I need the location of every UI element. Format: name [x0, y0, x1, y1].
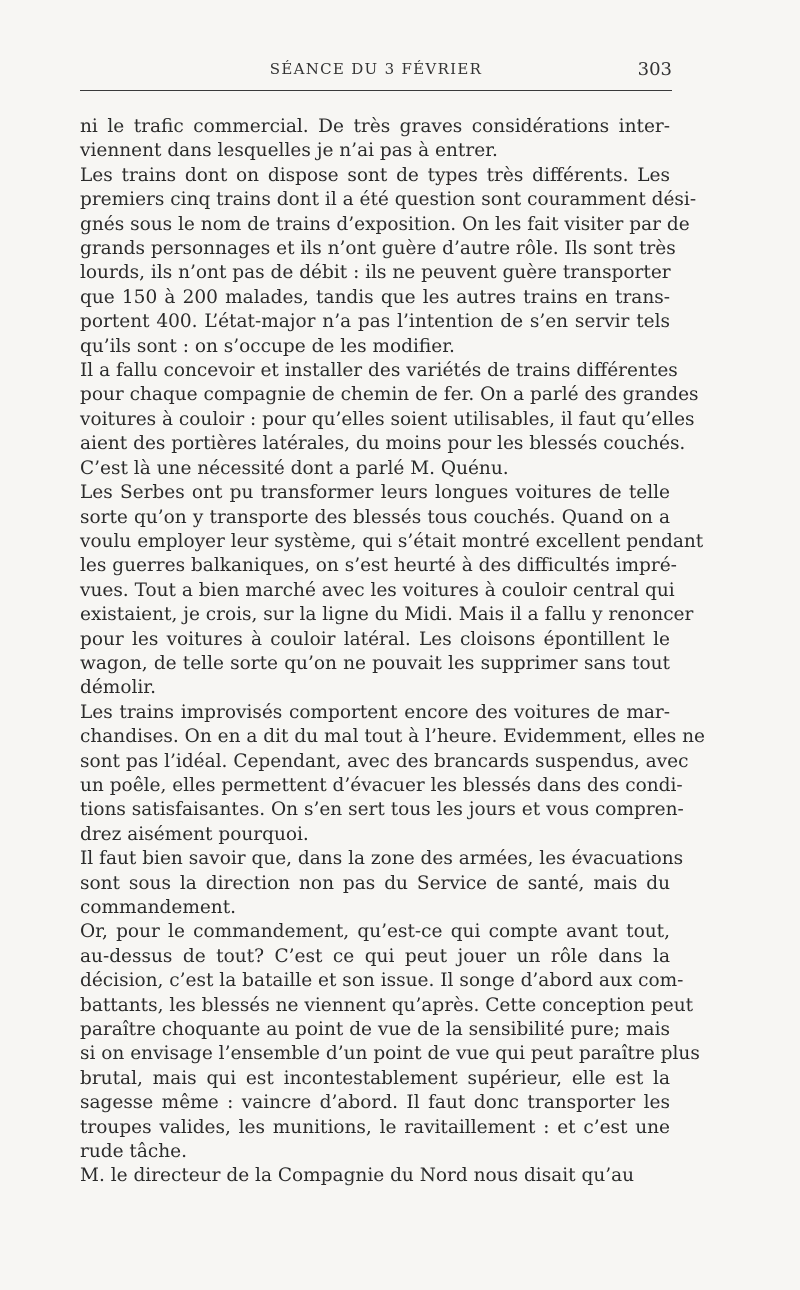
text-line: pour les voitures à couloir latéral. Les cloisons épontillent le	[80, 628, 670, 650]
text-line: vues. Tout a bien marché avec les voitures à couloir central qui	[80, 579, 675, 601]
text-line: brutal, mais qui est incontestablement supérieur, elle est la	[80, 1067, 670, 1089]
text-line: sont sous la direction non pas du Service de santé, mais du	[80, 872, 670, 894]
paragraph	[80, 164, 697, 359]
paragraph	[80, 701, 705, 847]
text-line: voulu employer leur système, qui s’était montré excellent pendant	[80, 530, 704, 552]
text-line: tions satisfaisantes. On s’en sert tous les jours et vous compren-	[80, 799, 684, 821]
text-line: existaient, je crois, sur la ligne du Midi. Mais il a fallu y renoncer	[80, 604, 694, 626]
paragraph	[80, 847, 684, 920]
text-line: M. le directeur de la Compagnie du Nord nous disait qu’au	[80, 1165, 635, 1187]
text-line: C’est là une nécessité dont a parlé M. Quénu.	[80, 457, 509, 479]
text-line: si on envisage l’ensemble d’un point de vue qui peut paraître plus	[80, 1043, 700, 1065]
page-number: 303	[637, 59, 672, 80]
paragraph	[80, 115, 670, 164]
text-line: Les trains dont on dispose sont de types très différents. Les	[80, 164, 670, 186]
text-line: chandises. On en a dit du mal tout à l’heure. Evidemment, elles ne	[80, 726, 705, 748]
text-line: battants, les blessés ne viennent qu’après. Cette conception peut	[80, 994, 694, 1016]
text-line: wagon, de telle sorte qu’on ne pouvait les supprimer sans tout	[80, 652, 670, 674]
text-line: sont pas l’idéal. Cependant, avec des brancards suspendus, avec	[80, 750, 689, 772]
paragraph	[80, 1164, 670, 1188]
running-title: SÉANCE DU 3 FÉVRIER	[269, 60, 483, 78]
text-line: commandement.	[80, 897, 237, 918]
text-line: décision, c’est la bataille et son issue. Il songe d’abord aux com-	[80, 970, 684, 992]
text-line: gnés sous le nom de trains d’exposition. On les fait visiter par de	[80, 213, 690, 235]
text-line: premiers cinq trains dont il a été question sont couramment dési-	[80, 189, 697, 211]
body-text	[80, 115, 705, 1189]
text-line: qu’ils sont : on s’occupe de les modifier.	[80, 335, 455, 357]
text-line: sorte qu’on y transporte des blessés tous couchés. Quand on a	[80, 506, 670, 528]
text-line: voitures à couloir : pour qu’elles soient utilisables, il faut qu’elles	[80, 408, 695, 430]
text-line: Les Serbes ont pu transformer leurs longues voitures de telle	[80, 482, 670, 504]
text-line: troupes valides, les munitions, le ravitaillement : et c’est une	[80, 1116, 670, 1138]
text-line: au-dessus de tout? C’est ce qui peut jouer un rôle dans la	[80, 945, 670, 967]
text-line: aient des portières latérales, du moins pour les blessés couchés.	[80, 433, 686, 455]
text-line: rude tâche.	[80, 1141, 187, 1163]
text-line: drez aisément pourquoi.	[80, 823, 309, 845]
text-line: pour chaque compagnie de chemin de fer. On a parlé des grandes	[80, 384, 699, 406]
paragraph	[80, 481, 704, 701]
text-line: démolir.	[80, 677, 156, 699]
paragraph	[80, 920, 700, 1164]
text-line: grands personnages et ils n’ont guère d’autre rôle. Ils sont très	[80, 238, 676, 260]
text-line: Il a fallu concevoir et installer des variétés de trains différentes	[80, 360, 678, 382]
text-line: un poêle, elles permettent d’évacuer les blessés dans des condi-	[80, 774, 683, 796]
text-line: Il faut bien savoir que, dans la zone des armées, les évacuations	[80, 848, 684, 870]
text-line: portent 400. L’état-major n’a pas l’intention de s’en servir tels	[80, 311, 670, 333]
text-line: lourds, ils n’ont pas de débit : ils ne peuvent guère transporter	[80, 262, 671, 284]
text-line: que 150 à 200 malades, tandis que les autres trains en trans-	[80, 286, 670, 308]
text-line: Or, pour le commandement, qu’est-ce qui compte avant tout,	[80, 921, 670, 943]
text-line: ni le trafic commercial. De très graves considérations inter-	[80, 116, 670, 137]
page-header	[80, 56, 672, 91]
text-line: Les trains improvisés comportent encore des voitures de mar-	[80, 701, 670, 723]
text-line: paraître choquante au point de vue de la sensibilité pure; mais	[80, 1019, 670, 1041]
text-line: sagesse même : vaincre d’abord. Il faut donc transporter les	[80, 1092, 670, 1114]
text-line: les guerres balkaniques, on s’est heurté à des difficultés impré-	[80, 555, 677, 577]
text-line: viennent dans lesquelles je n’ai pas à entrer.	[80, 140, 498, 162]
paragraph	[80, 359, 699, 481]
